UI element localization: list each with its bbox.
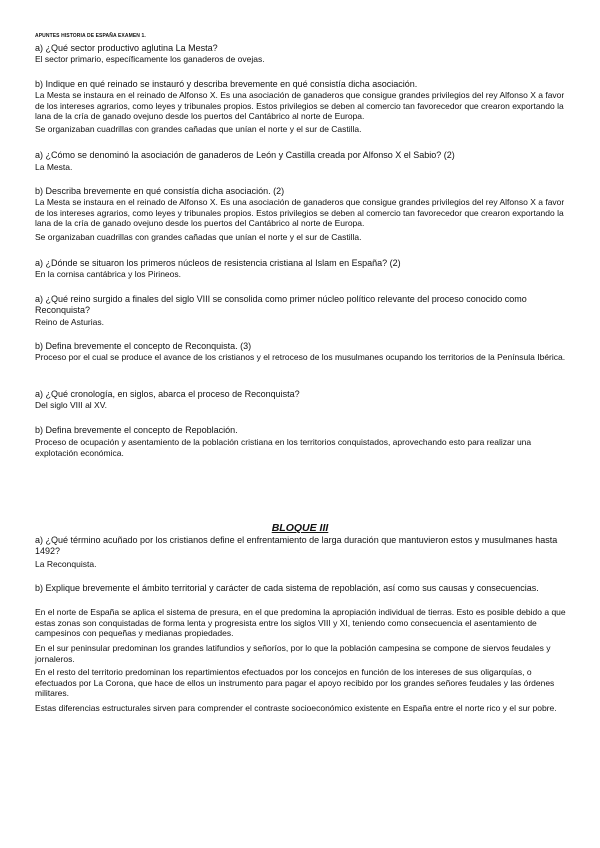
answer-5: En la cornisa cantábrica y los Pirineos. [35, 269, 181, 279]
section-title: BLOQUE III [271, 522, 329, 534]
bloque-question-2: b) Explique brevemente el ámbito territorial y carácter de cada sistema de repoblación, así como sus causas y consecuencias. [35, 583, 539, 593]
answer-7: Proceso por el cual se produce el avance de los cristianos y el retroceso de los musulmanes ocupando los territorios de la Península Ibérica. [35, 352, 566, 362]
answer-2-para-2: Se organizaban cuadrillas con grandes cañadas que unían el norte y el sur de Castilla. [35, 124, 362, 134]
answer-6: Reino de Asturias. [35, 317, 104, 327]
answer-1: El sector primario, específicamente los ganaderos de ovejas. [35, 54, 265, 64]
question-4: b) Describa brevemente en qué consistía dicha asociación. (2) [35, 186, 285, 196]
question-9: b) Defina brevemente el concepto de Repoblación. [35, 425, 238, 435]
question-8: a) ¿Qué cronología, en siglos, abarca el proceso de Reconquista? [35, 389, 300, 399]
answer-9: Proceso de ocupación y asentamiento de la población cristiana en los territorios conquistados, aprovechando esto para realizar una explotación económica. [35, 437, 532, 458]
bloque-answer-2-para-1: En el norte de España se aplica el sistema de presura, en el que predomina la apropiación individual de tierras. Esto es posible debido a que estas zonas son conquistadas de forma lenta y progresista entre los siglos VIII y XI, teniendo como consecuencia el asentamiento de campesinos con pequeñas y medianas propiedades. [35, 607, 566, 639]
bloque-answer-1: La Reconquista. [35, 559, 97, 569]
question-2: b) Indique en qué reinado se instauró y describa brevemente en qué consistía dicha asociación. [35, 79, 418, 89]
question-5: a) ¿Dónde se situaron los primeros núcleos de resistencia cristiana al Islam en España? (2) [35, 258, 401, 268]
bloque-question-1: a) ¿Qué término acuñado por los cristianos define el enfrentamiento de larga duración que mantuvieron estos y musulmanes hasta 1492? [35, 535, 558, 556]
answer-3: La Mesta. [35, 162, 73, 172]
question-6: a) ¿Qué reino surgido a finales del siglo VIII se consolida como primer núcleo político relevante del proceso conocido como Reconquista? [35, 294, 527, 315]
document-header: APUNTES HISTORIA DE ESPAÑA EXAMEN 1. [35, 33, 146, 39]
answer-8: Del siglo VIII al XV. [35, 400, 107, 410]
bloque-answer-2-para-3: En el resto del territorio predominan los repartimientos efectuados por los concejos en función de los intereses de sus oligarquías, o efectuados por La Corona, que hace de ellos un instrumento para pagar el apoyo recibido por los grandes señores feudales y las órdenes militares. [35, 667, 555, 699]
answer-4-para-2: Se organizaban cuadrillas con grandes cañadas que unían el norte y el sur de Castilla. [35, 232, 362, 242]
bloque-answer-2-para-2: En el sur peninsular predominan los grandes latifundios y señoríos, por lo que la población campesina se compone de siervos feudales y jornaleros. [35, 643, 551, 664]
question-1: a) ¿Qué sector productivo aglutina La Mesta? [35, 43, 218, 53]
answer-4-para-1: La Mesta se instaura en el reinado de Alfonso X. Es una asociación de ganaderos que consigue grandes privilegios del rey Alfonso X a favor de los intereses agrarios, como leyes y tribunales propios. Estos privilegios se deben al comercio tan favorecedor que crearon exportando la lana de la cría de ganado ovejuno desde los puertos del Cantábrico al norte de Europa. [35, 197, 565, 229]
bloque-answer-2-para-4: Estas diferencias estructurales sirven para comprender el contraste socioeconómico existente en España entre el norte rico y el sur pobre. [35, 703, 557, 713]
question-3: a) ¿Cómo se denominó la asociación de ganaderos de León y Castilla creada por Alfonso X el Sabio? (2) [35, 150, 455, 160]
question-7: b) Defina brevemente el concepto de Reconquista. (3) [35, 341, 252, 351]
answer-2-para-1: La Mesta se instaura en el reinado de Alfonso X. Es una asociación de ganaderos que consigue grandes privilegios del rey Alfonso X a favor de los intereses agrarios, como leyes y tribunales propios. Estos privilegios se deben al comercio tan favorecedor que crearon exportando la lana de la cría de ganado ovejuno desde los puertos del Cantábrico al norte de Europa. [35, 90, 565, 122]
